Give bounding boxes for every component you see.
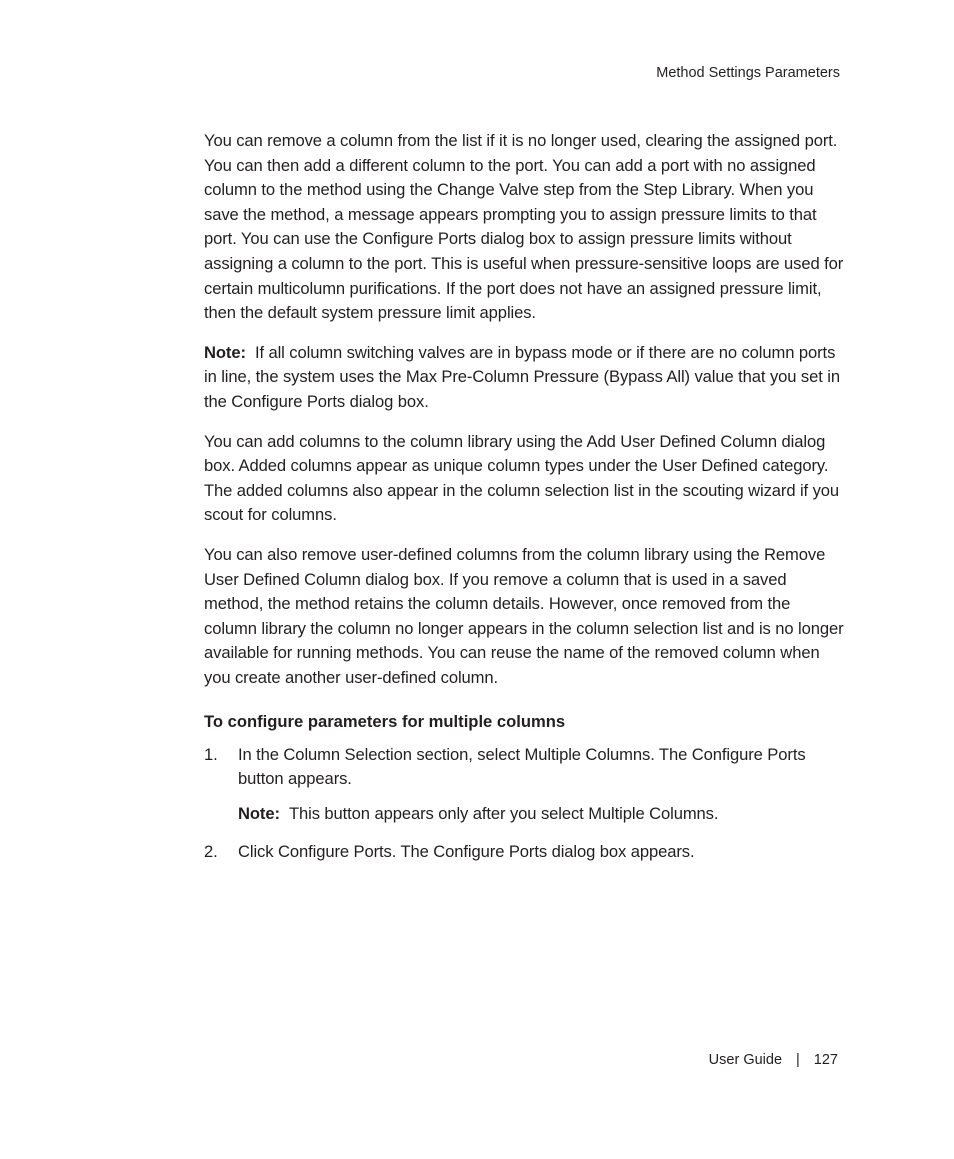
note-label: Note: [204, 342, 246, 362]
running-header [656, 63, 840, 83]
step-text: Click Configure Ports. The Configure Ports dialog box appears. [238, 841, 695, 861]
procedure-heading: To configure parameters for multiple columns [204, 712, 566, 732]
note-text: This button appears only after you select Multiple Columns. [288, 804, 719, 824]
body-paragraph: You can add columns to the column library using the Add User Defined Column dialog box. Added columns appear as unique column types under the User Defined category. The added columns also appear in the column selection list in the scouting wizard if you scout for columns. [204, 431, 840, 525]
body-paragraph: You can also remove user-defined columns from the column library using the Remove User Defined Column dialog box. If you remove a column that is used in a saved method, the method retains the column details. However, once removed from the column library the column no longer appears in the column selection list and is no longer available for running methods. You can reuse the name of the removed column when you create another user-defined column. [204, 544, 844, 687]
footer-doc-title: User Guide [708, 1052, 783, 1068]
note-label: Note: [238, 804, 280, 824]
body-paragraph: You can remove a column from the list if it is no longer used, clearing the assigned port. You can then add a different column to the port. You can add a port with no assigned column to the method using the Change Valve step from the Step Library. When you save the method, a message appears prompting you to assign pressure limits to that port. You can use the Configure Ports dialog box to assign pressure limits without assigning a column to the port. This is useful when pressure-sensitive loops are used for certain multicolumn purifications. If the port does not have an assigned pressure limit, then the default system pressure limit applies. [204, 131, 844, 323]
page-number: 127 [813, 1052, 838, 1068]
note-text: If all column switching valves are in bypass mode or if there are no column ports in line, the system uses the Max Pre-Column Pressure (Bypass All) value that you set in the Configure Ports dialog box. [204, 342, 840, 411]
footer-separator: | [796, 1052, 800, 1068]
page-footer [709, 1050, 838, 1070]
step-note [238, 802, 844, 826]
page-content [204, 129, 844, 863]
procedure-step [204, 840, 844, 864]
step-number: 1. [204, 745, 218, 765]
procedure-step [204, 743, 844, 790]
step-text: In the Column Selection section, select Multiple Columns. The Configure Ports button appears. [238, 745, 806, 788]
section-title: Method Settings Parameters [656, 65, 840, 81]
note [204, 341, 844, 415]
step-number: 2. [204, 841, 218, 861]
